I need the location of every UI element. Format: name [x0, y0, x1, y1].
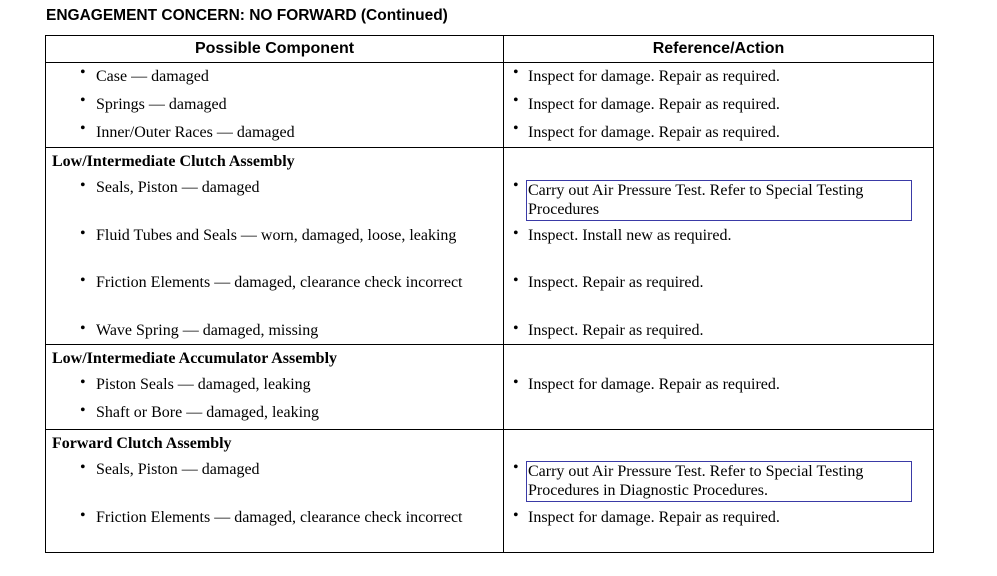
- section-row: [46, 345, 934, 373]
- bullet-icon: •: [513, 224, 519, 242]
- component-text: Wave Spring — damaged, missing: [96, 321, 319, 339]
- diagnostic-table: [45, 35, 934, 553]
- action-item: [504, 63, 933, 87]
- table-row: [46, 506, 934, 553]
- action-item: [504, 271, 933, 293]
- component-text: Piston Seals — damaged, leaking: [96, 375, 311, 393]
- action-text: Inspect for damage. Repair as required.: [528, 95, 780, 113]
- action-item: [504, 458, 933, 502]
- action-item: [504, 91, 933, 115]
- bullet-icon: •: [513, 458, 519, 476]
- component-item: [46, 224, 503, 246]
- bullet-icon: •: [80, 224, 86, 242]
- bullet-icon: •: [513, 506, 519, 524]
- bullet-icon: •: [80, 458, 86, 476]
- component-item: [46, 373, 503, 395]
- bullet-icon: •: [80, 401, 86, 419]
- bullet-icon: •: [513, 91, 519, 109]
- bullet-icon: •: [80, 271, 86, 289]
- table-row: [46, 401, 934, 430]
- component-text: Case — damaged: [96, 68, 209, 85]
- table-row: [46, 119, 934, 148]
- bullet-icon: •: [80, 91, 86, 109]
- section-row: [46, 430, 934, 458]
- table-row: [46, 319, 934, 345]
- bullet-icon: •: [80, 319, 86, 337]
- bullet-icon: •: [513, 373, 519, 391]
- bullet-icon: •: [80, 506, 86, 524]
- table-row: [46, 458, 934, 506]
- bullet-icon: •: [513, 64, 519, 81]
- table-row: [46, 176, 934, 224]
- column-header-component: Possible Component: [46, 36, 504, 63]
- table-row: [46, 373, 934, 401]
- component-text: Seals, Piston — damaged: [96, 178, 260, 196]
- action-text: Inspect for damage. Repair as required.: [528, 508, 780, 526]
- component-item: [46, 63, 503, 87]
- component-text: Seals, Piston — damaged: [96, 460, 260, 478]
- component-text: Inner/Outer Races — damaged: [96, 123, 295, 141]
- component-text: Fluid Tubes and Seals — worn, damaged, loose, leaking: [96, 226, 457, 244]
- action-item: [504, 119, 933, 143]
- component-item: [46, 458, 503, 480]
- action-item: [504, 319, 933, 341]
- section-heading: Forward Clutch Assembly: [52, 435, 232, 452]
- bullet-icon: •: [513, 319, 519, 337]
- component-item: [46, 119, 503, 143]
- action-item: [504, 373, 933, 395]
- bullet-icon: •: [80, 373, 86, 391]
- page-title: ENGAGEMENT CONCERN: NO FORWARD (Continued): [46, 7, 448, 24]
- component-text: Springs — damaged: [96, 95, 227, 113]
- action-item: [504, 506, 933, 528]
- bullet-icon: •: [513, 119, 519, 137]
- action-item: [504, 176, 933, 221]
- component-text: Friction Elements — damaged, clearance check incorrect: [96, 273, 463, 291]
- action-item: [504, 224, 933, 246]
- component-text: Friction Elements — damaged, clearance check incorrect: [96, 508, 463, 526]
- air-pressure-test-link[interactable]: Carry out Air Pressure Test. Refer to Special Testing Procedures: [526, 180, 912, 221]
- action-text: Inspect for damage. Repair as required.: [528, 123, 780, 141]
- bullet-icon: •: [80, 176, 86, 194]
- component-item: [46, 319, 503, 341]
- action-text: Inspect. Repair as required.: [528, 273, 704, 291]
- section-heading: Low/Intermediate Clutch Assembly: [52, 153, 295, 170]
- action-text: Inspect for damage. Repair as required.: [528, 375, 780, 393]
- table-row: [46, 63, 934, 91]
- bullet-icon: •: [80, 119, 86, 137]
- component-item: [46, 506, 503, 528]
- bullet-icon: •: [80, 64, 86, 81]
- table-row: [46, 91, 934, 119]
- section-row: [46, 148, 934, 176]
- bullet-icon: •: [513, 271, 519, 289]
- bullet-icon: •: [513, 176, 519, 194]
- action-text: Inspect. Repair as required.: [528, 321, 704, 339]
- table-header-row: [46, 36, 934, 63]
- air-pressure-test-link[interactable]: Carry out Air Pressure Test. Refer to Special Testing Procedures in Diagnostic Procedures.: [526, 461, 912, 502]
- component-item: [46, 401, 503, 423]
- section-heading: Low/Intermediate Accumulator Assembly: [52, 350, 338, 367]
- component-item: [46, 176, 503, 198]
- component-item: [46, 91, 503, 115]
- action-text: Inspect for damage. Repair as required.: [528, 68, 780, 85]
- component-text: Shaft or Bore — damaged, leaking: [96, 403, 320, 421]
- component-item: [46, 271, 503, 293]
- table-row: [46, 224, 934, 271]
- column-header-action: Reference/Action: [504, 36, 934, 63]
- table-row: [46, 271, 934, 319]
- action-text: Inspect. Install new as required.: [528, 226, 732, 244]
